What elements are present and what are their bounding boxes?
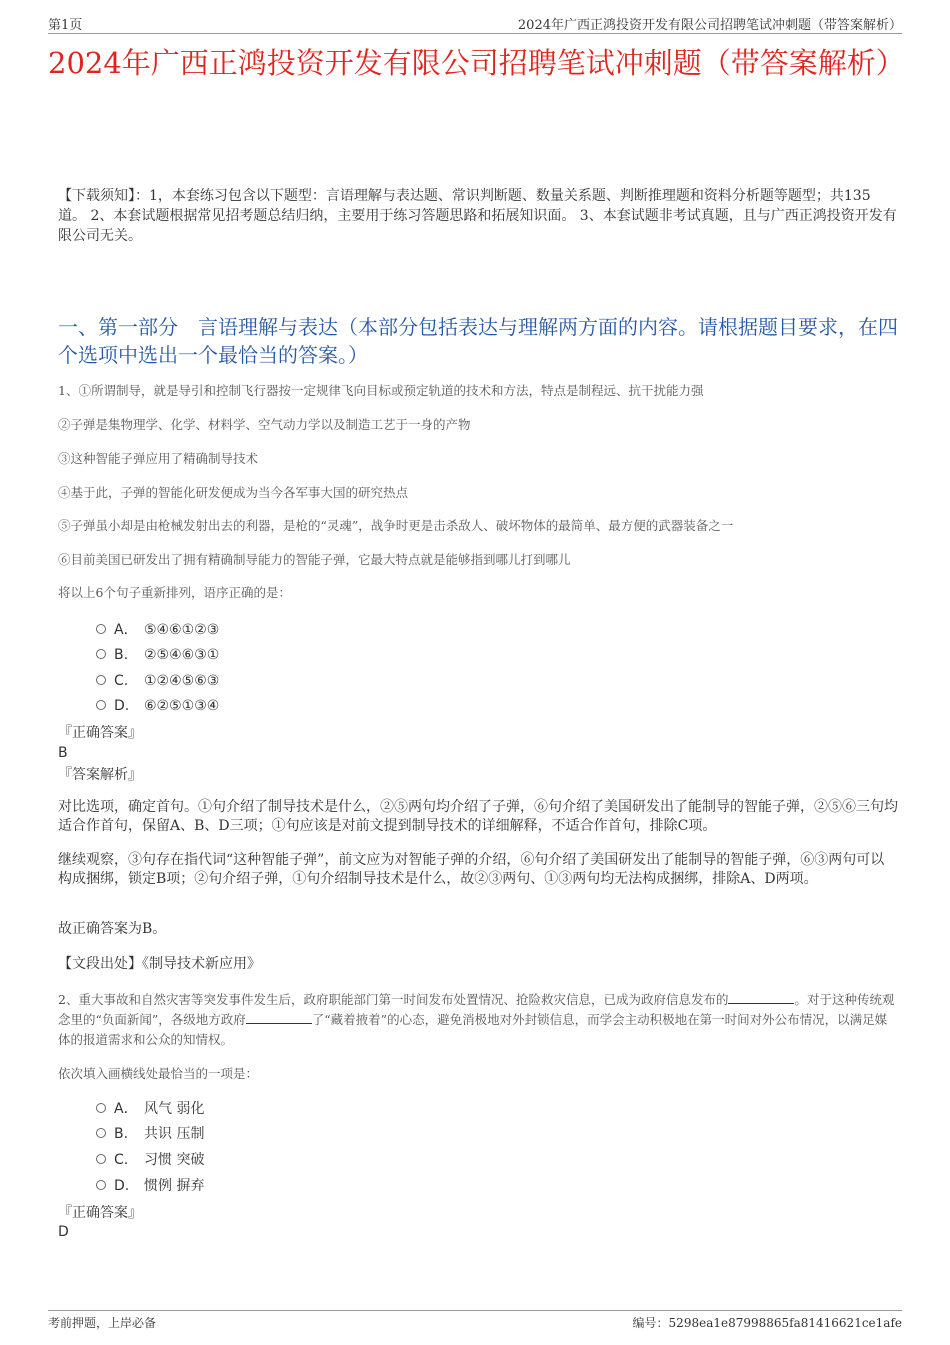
fill-blank [728, 991, 794, 1004]
q1-statement-2: ②子弹是集物理学、化学、材料学、空气动力学以及制造工艺于一身的产物 [58, 417, 471, 432]
q1-statement-3: ③这种智能子弹应用了精确制导技术 [58, 451, 259, 466]
q1-statement-4: ④基于此，子弹的智能化研发便成为当今各军事大国的研究热点 [58, 485, 409, 500]
q2-option-b[interactable]: B. 共识 压制 [96, 1125, 204, 1143]
page-number: 第1页 [48, 18, 83, 33]
radio-icon[interactable] [96, 675, 106, 685]
radio-icon[interactable] [96, 624, 106, 634]
q2-option-c[interactable]: C. 习惯 突破 [96, 1151, 204, 1169]
radio-icon[interactable] [96, 1103, 106, 1113]
page-title: 2024年广西正鸿投资开发有限公司招聘笔试冲刺题（带答案解析） [48, 46, 905, 80]
q1-analysis-para-3: 故正确答案为B。 [58, 921, 167, 937]
q1-option-c[interactable]: C. ①②④⑤⑥③ [96, 672, 219, 690]
radio-icon[interactable] [96, 700, 106, 710]
q2-option-d[interactable]: D. 惯例 摒弃 [96, 1177, 204, 1195]
download-notice: 【下载须知】：1，本套练习包含以下题型：言语理解与表达题、常识判断题、数量关系题、判断推理题和资料分析题等题型；共135道。 2、本套试题根据常见招考题总结归纳，主要用于练习答题思路和拓展知识面。 3、本套试题非考试真题，且与广西正鸿投资开发有限公司无关。 [58, 188, 897, 244]
header-divider [48, 33, 902, 34]
q2-statement: 2、重大事故和自然灾害等突发事件发生后，政府职能部门第一时间发布处置情况、抢险救灾信息，已成为政府信息发布的 。对于这种传统观念里的“负面新闻”，各级地方政府 了“藏着掖着”的心态，避免消极地对外封锁信息，而学会主动积极地在第一时间对外公布情况，以满足媒体的报道需求和公众的知情权。 [58, 992, 895, 1047]
section-heading: 一、第一部分 言语理解与表达（本部分包括表达与理解两方面的内容。请根据题目要求，在四个选项中选出一个最恰当的答案。） [58, 315, 898, 367]
footer-divider [48, 1310, 902, 1311]
q1-answer-heading: 『正确答案』 [58, 725, 142, 741]
radio-icon[interactable] [96, 1180, 106, 1190]
q1-answer: B [58, 745, 68, 761]
q1-prompt: 将以上6个句子重新排列，语序正确的是： [58, 585, 291, 600]
q1-statement-5: ⑤子弹虽小却是由枪械发射出去的利器，是枪的“灵魂”，战争时更是击杀敌人、破坏物体的最简单、最方便的武器装备之一 [58, 518, 734, 533]
radio-icon[interactable] [96, 1154, 106, 1164]
page-header [48, 14, 902, 34]
q2-prompt: 依次填入画横线处最恰当的一项是： [58, 1066, 259, 1081]
q2-option-a[interactable]: A． 风气 弱化 [96, 1100, 204, 1118]
q1-option-d[interactable]: D. ⑥②⑤①③④ [96, 697, 219, 715]
header-doc-title: 2024年广西正鸿投资开发有限公司招聘笔试冲刺题（带答案解析） [517, 18, 902, 33]
footer-doc-id: 编号：5298ea1e87998865fa81416621ce1afe [632, 1316, 902, 1330]
q2-answer-heading: 『正确答案』 [58, 1205, 142, 1221]
q1-analysis-para-2: 继续观察，③句存在指代词“这种智能子弹”，前文应为对智能子弹的介绍，⑥句介绍了美国研发出了能制导的智能子弹，⑥③两句可以构成捆绑，锁定B项；②句介绍子弹，①句介绍制导技术是什么，故②③两句、①③两句均无法构成捆绑，排除A、D两项。 [58, 852, 885, 887]
radio-icon[interactable] [96, 649, 106, 659]
q1-analysis-para-1: 对比选项，确定首句。①句介绍了制导技术是什么，②⑤两句均介绍了子弹，⑥句介绍了美国研发出了能制导的智能子弹，②⑤⑥三句均适合作首句，保留A、B、D三项；①句应该是对前文提到制导技术的详细解释，不适合作首句，排除C项。 [58, 799, 898, 834]
q1-statement-1: 1、①所谓制导，就是导引和控制飞行器按一定规律飞向目标或预定轨道的技术和方法，特点是制程远、抗干扰能力强 [58, 383, 704, 398]
q1-analysis-heading: 『答案解析』 [58, 767, 142, 783]
q2-answer: D [58, 1224, 69, 1240]
q1-statement-6: ⑥目前美国已研发出了拥有精确制导能力的智能子弹，它最大特点就是能够指到哪儿打到哪儿 [58, 552, 571, 567]
q1-source: 【文段出处】《制导技术新应用》 [58, 956, 261, 972]
q1-option-a[interactable]: A． ⑤④⑥①②③ [96, 621, 219, 639]
fill-blank [246, 1011, 312, 1024]
radio-icon[interactable] [96, 1128, 106, 1138]
q1-option-b[interactable]: B. ②⑤④⑥③① [96, 646, 219, 664]
footer-slogan: 考前押题，上岸必备 [48, 1316, 157, 1330]
